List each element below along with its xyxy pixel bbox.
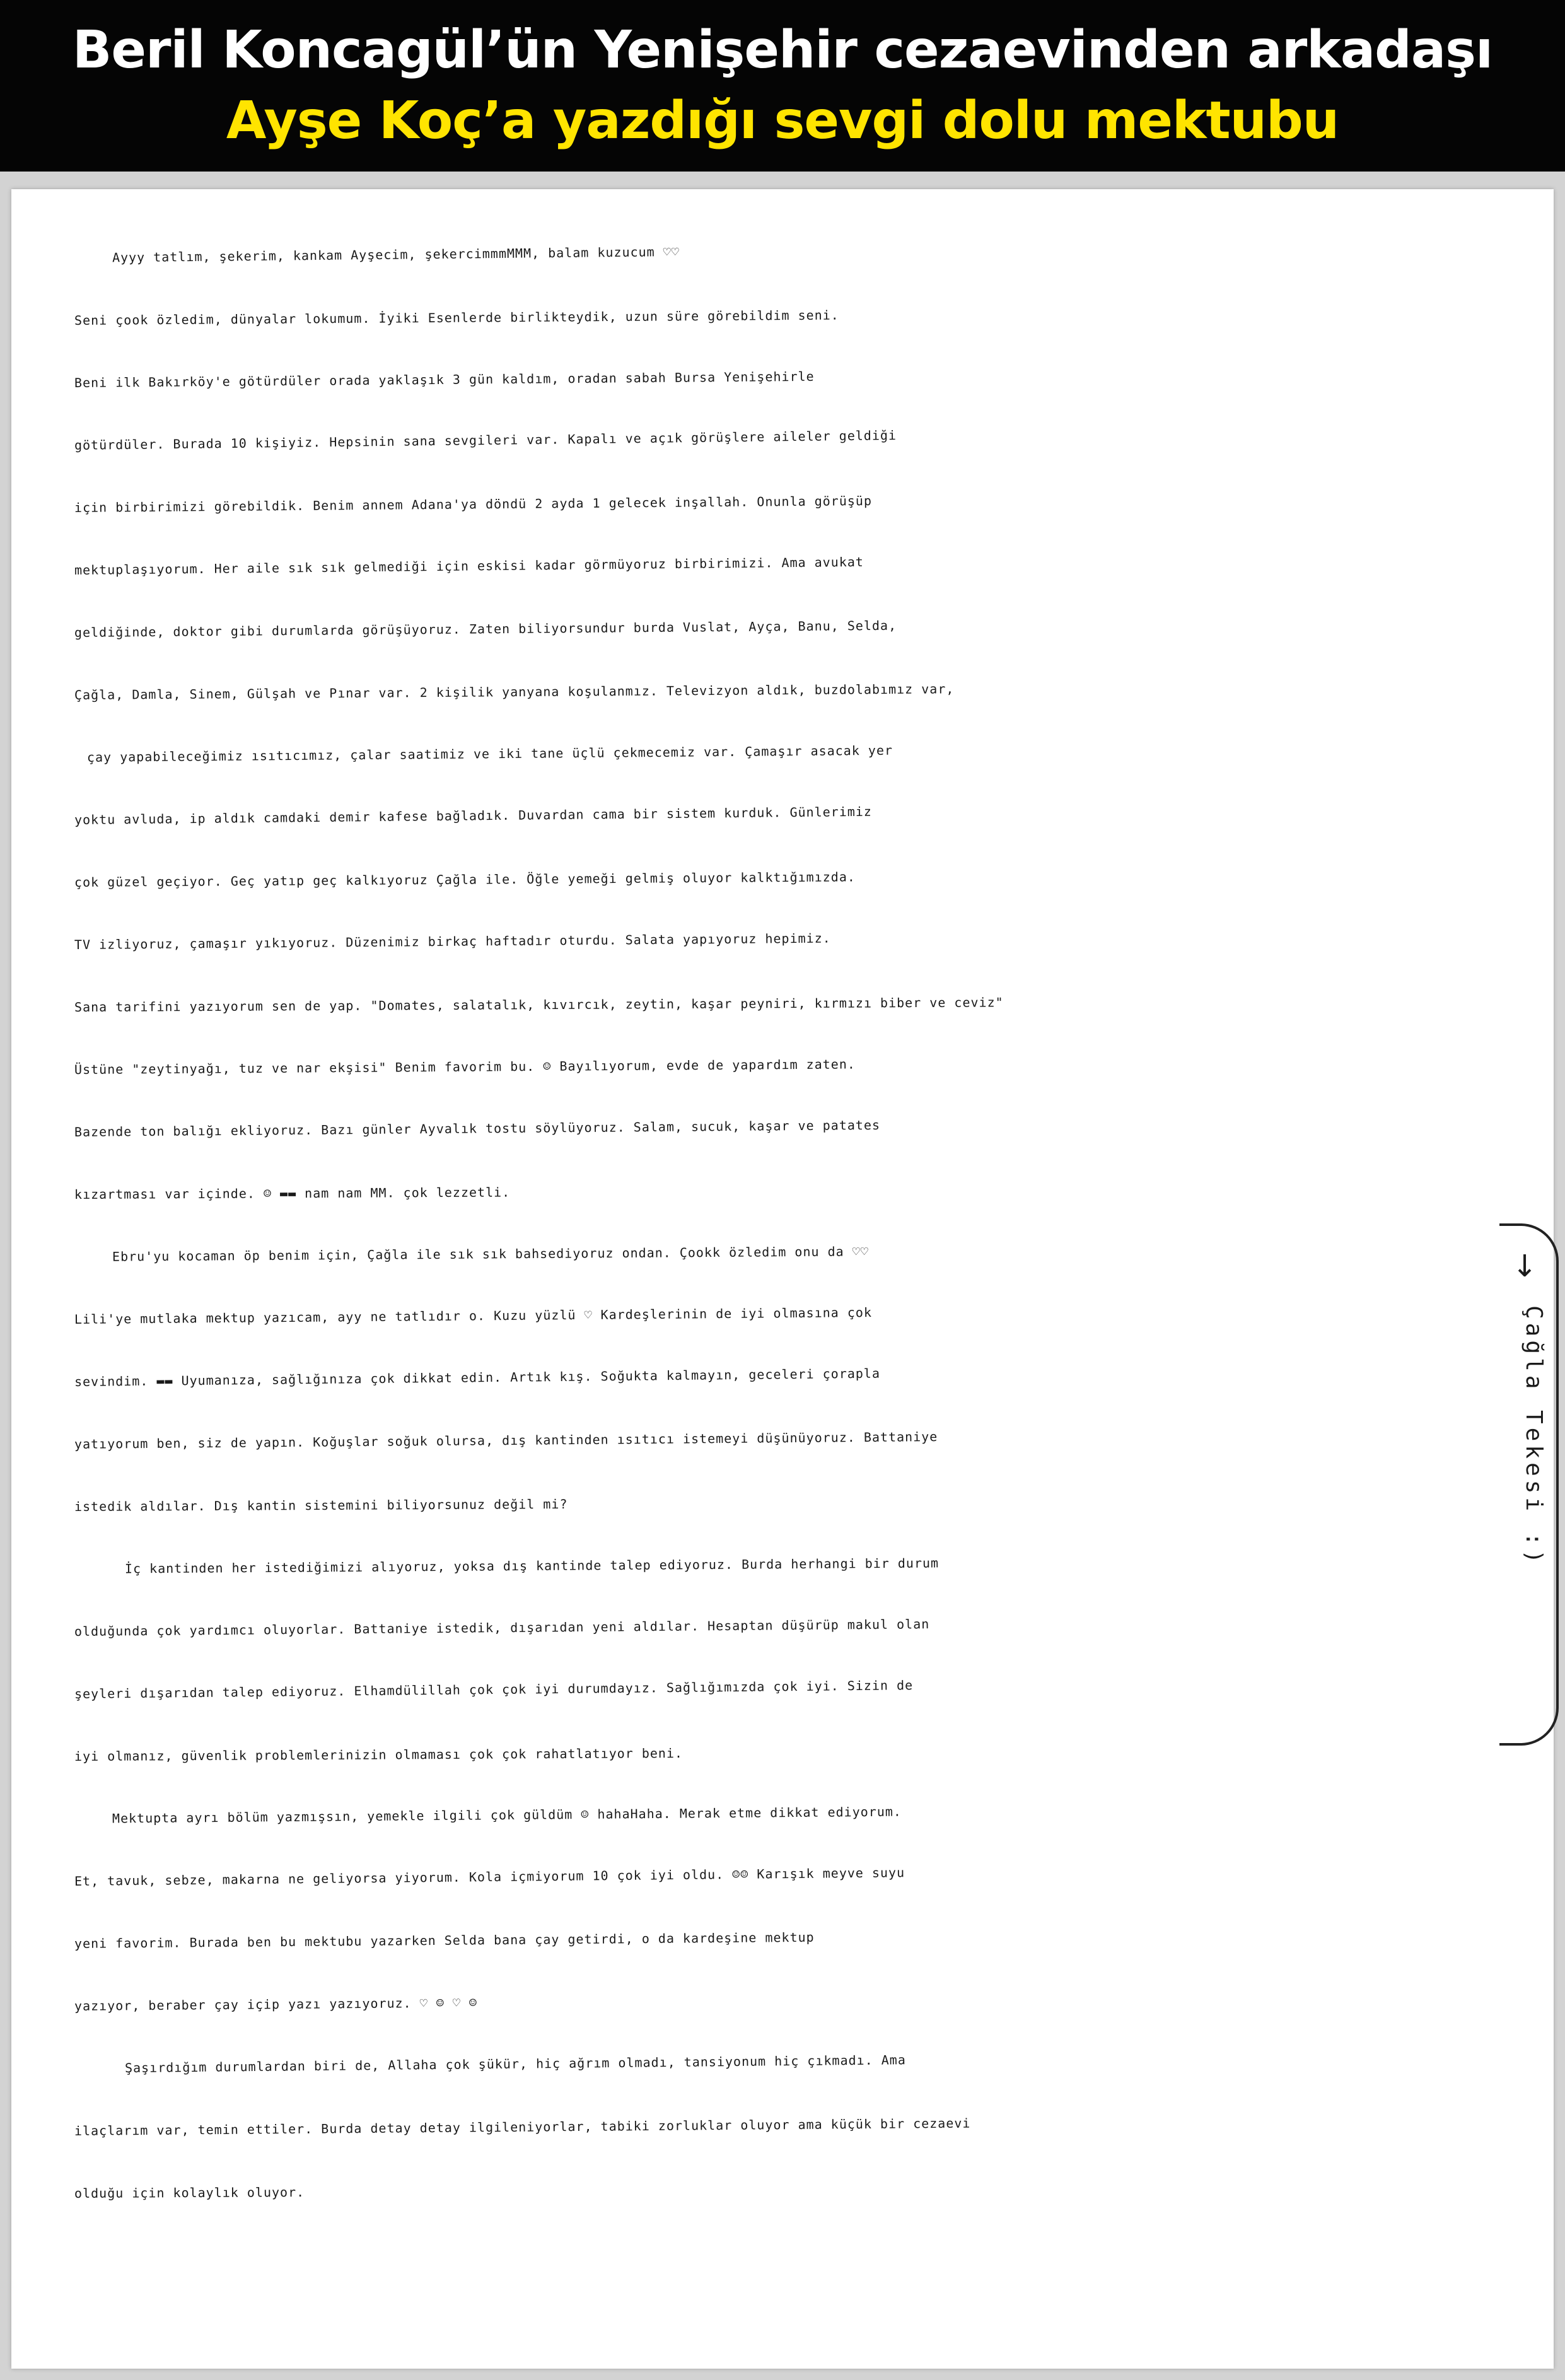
letter-paper	[11, 189, 1554, 2369]
letter-line: Ayyy tatlım, şekerim, kankam Ayşecim, şekercimmmMMM, balam kuzucum ♡♡	[112, 243, 680, 265]
letter-line: çay yapabileceğimiz ısıtıcımız, çalar saatimiz ve iki tane üçlü çekmecemiz var. Çamaşır asacak yer	[86, 742, 893, 765]
letter-line: mektuplaşıyorum. Her aile sık sık gelmediği için eskisi kadar görmüyoruz birbirimizi. Ama avukat	[74, 554, 864, 578]
letter-line: geldiğinde, doktor gibi durumlarda görüşüyoruz. Zaten biliyorsundur burda Vuslat, Ayça, Banu, Selda,	[74, 617, 897, 640]
letter-line: kızartması var içinde. ☺ ▬▬ nam nam MM. çok lezzetli.	[74, 1184, 511, 1202]
letter-line: Ebru'yu kocaman öp benim için, Çağla ile sık sık bahsediyoruz ondan. Çookk özledim onu da ♡♡	[112, 1244, 869, 1264]
letter-line: Beni ilk Bakırköy'e götürdüler orada yaklaşık 3 gün kaldım, oradan sabah Bursa Yenişehirle	[74, 368, 815, 390]
letter-line: yazıyor, beraber çay içip yazı yazıyoruz. ♡ ☺ ♡ ☺	[74, 1995, 478, 2014]
letter-line: Seni çook özledim, dünyalar lokumum. İyiki Esenlerde birlikteydik, uzun süre görebildim seni.	[74, 307, 839, 328]
letter-line: İç kantinden her istediğimizi alıyoruz, yoksa dış kantinde talep ediyoruz. Burda herhangi bir durum	[124, 1555, 940, 1577]
letter-line: yatıyorum ben, siz de yapın. Koğuşlar soğuk olursa, dış kantinden ısıtıcı istemeyi düşünüyoruz. Battaniye	[74, 1429, 938, 1452]
side-note-text: Çağla Tekesi :)	[1521, 1305, 1547, 1568]
letter-line: Sana tarifini yazıyorum sen de yap. "Domates, salatalık, kıvırcık, zeytin, kaşar peyniri, kırmızı biber ve ceviz"	[74, 995, 1004, 1015]
letter-line: Şaşırdığım durumlardan biri de, Allaha çok şükür, hiç ağrım olmadı, tansiyonum hiç çıkmadı. Ama	[124, 2052, 906, 2076]
letter-line: çok güzel geçiyor. Geç yatıp geç kalkıyoruz Çağla ile. Öğle yemeği gelmiş oluyor kalktığımızda.	[74, 869, 856, 890]
letter-line: Çağla, Damla, Sinem, Gülşah ve Pınar var. 2 kişilik yanyana koşulanmız. Televizyon aldık, buzdolabımız var,	[74, 681, 955, 703]
letter-line: yoktu avluda, ip aldık camdaki demir kafese bağladık. Duvardan cama bir sistem kurduk. Günlerimiz	[74, 803, 873, 827]
headline-line-2: Ayşe Koç’a yazdığı sevgi dolu mektubu	[226, 91, 1339, 151]
letter-line: TV izliyoruz, çamaşır yıkıyoruz. Düzenimiz birkaç haftadır oturdu. Salata yapıyoruz hepimiz.	[74, 930, 831, 952]
letter-line: iyi olmanız, güvenlik problemlerinizin olmaması çok çok rahatlatıyor beni.	[74, 1745, 684, 1764]
letter-line: ilaçlarım var, temin ettiler. Burda detay detay ilgileniyorlar, tabiki zorluklar oluyor ama küçük bir cezaevi	[74, 2115, 971, 2138]
letter-line: Et, tavuk, sebze, makarna ne geliyorsa yiyorum. Kola içmiyorum 10 çok iyi oldu. ☺☺ Karışık meyve suyu	[74, 1865, 905, 1889]
letter-line: için birbirimizi görebildik. Benim annem Adana'ya döndü 2 ayda 1 gelecek inşallah. Onunla görüşüp	[74, 493, 873, 515]
headline-banner	[0, 0, 1565, 172]
letter-line: Bazende ton balığı ekliyoruz. Bazı günler Ayvalık tostu söylüyoruz. Salam, sucuk, kaşar ve patates	[74, 1117, 881, 1140]
letter-line: istedik aldılar. Dış kantin sistemini biliyorsunuz değil mi?	[74, 1496, 568, 1514]
letter-line: olduğu için kolaylık oluyor.	[74, 2185, 305, 2201]
letter-line: götürdüler. Burada 10 kişiyiz. Hepsinin sana sevgileri var. Kapalı ve açık görüşlere aileler geldiği	[74, 428, 897, 453]
letter-line: Lili'ye mutlaka mektup yazıcam, ayy ne tatlıdır o. Kuzu yüzlü ♡ Kardeşlerinin de iyi olmasına çok	[74, 1304, 873, 1327]
letter-line: şeyleri dışarıdan talep ediyoruz. Elhamdülillah çok çok iyi durumdayız. Sağlığımızda çok iyi. Sizin de	[74, 1677, 914, 1701]
handwritten-letter	[74, 227, 1499, 2225]
letter-line: sevindim. ▬▬ Uyumanıza, sağlığınıza çok dikkat edin. Artık kış. Soğukta kalmayın, geceleri çorapla	[74, 1365, 881, 1389]
letter-line: olduğunda çok yardımcı oluyorlar. Battaniye istedik, dışarıdan yeni aldılar. Hesaptan düşürüp makul olan	[74, 1616, 930, 1639]
letter-line: Mektupta ayrı bölüm yazmışsın, yemekle ilgili çok güldüm ☺ hahaHaha. Merak etme dikkat ediyorum.	[112, 1804, 902, 1826]
letter-line: Üstüne "zeytinyağı, tuz ve nar ekşisi" Benim favorim bu. ☺ Bayılıyorum, evde de yapardım zaten.	[74, 1056, 856, 1077]
letter-line: yeni favorim. Burada ben bu mektubu yazarken Selda bana çay getirdi, o da kardeşine mektup	[74, 1929, 815, 1951]
headline-line-1: Beril Koncagül’ün Yenişehir cezaevinden arkadaşı	[72, 20, 1493, 80]
down-arrow-icon: ↓	[1512, 1249, 1538, 1284]
